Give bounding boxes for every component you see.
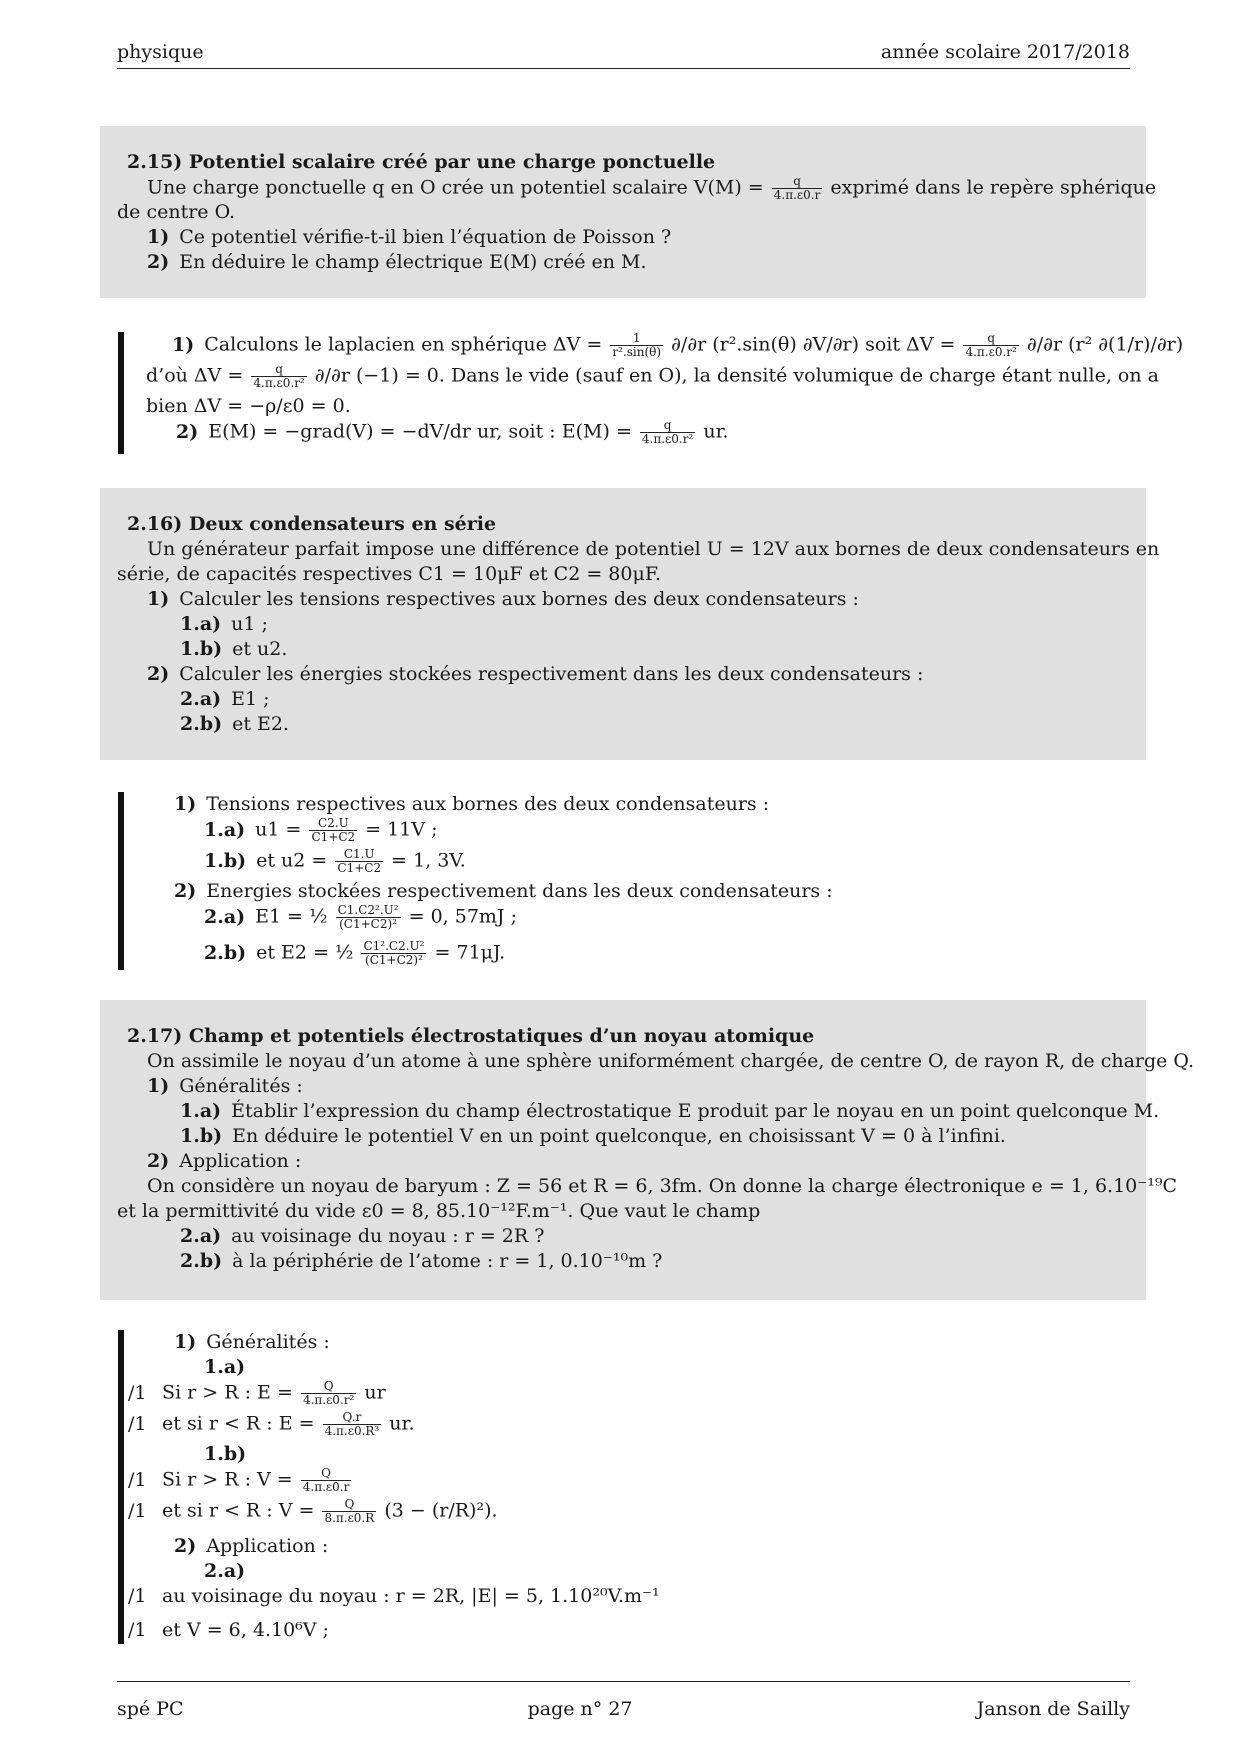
score-mark: /1: [128, 1619, 147, 1641]
question-text: On considère un noyau de baryum : Z = 56 et R = 6, 3fm. On donne la charge électronique e = 1, 6.10⁻¹⁹C: [147, 1175, 1178, 1197]
answer-line: /1 et si r < R : V = $\frac{Q}{8.\pi.\varepsilon 0.R}$ (3 − (r/R)²).: [128, 1497, 498, 1525]
fraction: $\frac{q}{\text{4.π.ε0.r²}}$: [641, 418, 694, 446]
fraction: $\frac{1}{\text{r².sin(θ)}}$: [612, 331, 662, 359]
fraction: $\frac{q}{\text{4.π.ε0.r²}}$: [253, 362, 305, 390]
question-item: 2) En déduire le champ électrique E(M) créé en M.: [147, 251, 647, 273]
question-title: 2.17) Champ et potentiels électrostatiques d’un noyau atomique: [127, 1025, 815, 1047]
question-2-16: [100, 488, 1160, 760]
question-subitem: 1.a) u1 ;: [180, 613, 268, 635]
answer-line: 1.b): [204, 1443, 247, 1465]
answer-line: /1 Si r > R : V = $\frac{Q}{4.\pi.\varepsilon 0.r}$: [128, 1466, 350, 1494]
question-intro-cont: de centre O.: [117, 201, 236, 223]
answer-line: d’où ΔV = $\frac{q}{\text{4.π.ε0.r²}}$ ∂/∂r (−1) = 0. Dans le vide (sauf en O), la densité volumique de charge étant nulle, on a: [146, 362, 1159, 390]
header-year: année scolaire 2017/2018: [880, 41, 1130, 63]
page-header: [117, 40, 1130, 69]
answer-line: 2.a) E1 = ½ $\frac{\text{C1.C2².U²}}{\text{(C1+C2)²}}$ = 0, 57mJ ;: [204, 903, 517, 931]
answer-2-17: [118, 1330, 1128, 1644]
answer-line: 1.b) et u2 = $\frac{C1.U}{C1+C2}$ = 1, 3V.: [204, 847, 466, 875]
question-subitem: 2.b) et E2.: [180, 713, 290, 735]
answer-line: 2) E(M) = −grad(V) = −dV/dr ur, soit : E(M) = $\frac{q}{\text{4.π.ε0.r²}}$ ur.: [176, 418, 729, 446]
question-title: 2.16) Deux condensateurs en série: [127, 513, 497, 535]
footer-class: spé PC: [117, 1698, 184, 1720]
answer-line: 1) Tensions respectives aux bornes des deux condensateurs :: [174, 793, 770, 815]
header-subject: physique: [117, 41, 204, 63]
answer-2-16: [118, 792, 1128, 970]
fraction: $\frac{q}{4.\pi.\varepsilon 0.r}$: [773, 174, 821, 202]
fraction: $\frac{q}{\text{4.π.ε0.r²}}$: [965, 331, 1017, 359]
answer-line: bien ΔV = −ρ/ε0 = 0.: [146, 395, 351, 417]
question-title: 2.15) Potentiel scalaire créé par une charge ponctuelle: [127, 151, 716, 173]
fraction: $\frac{Q.r}{\text{4.π.ε0.R³}}$: [324, 1410, 380, 1438]
question-subitem: 2.b) à la périphérie de l’atome : r = 1, 0.10⁻¹⁰m ?: [180, 1250, 663, 1272]
score-mark: /1: [128, 1468, 147, 1491]
answer-line: /1 au voisinage du noyau : r = 2R, |E| = 5, 1.10²⁰V.m⁻¹: [128, 1585, 660, 1607]
answer-line: 1.a): [204, 1356, 246, 1378]
answer-line: 2.b) et E2 = ½ $\frac{\text{C1².C2.U²}}{\text{(C1+C2)²}}$ = 71μJ.: [204, 939, 506, 967]
answer-line: 2) Energies stockées respectivement dans les deux condensateurs :: [174, 880, 833, 902]
page-footer: [117, 1681, 1130, 1722]
score-mark: /1: [128, 1381, 147, 1404]
answer-line: 1) Calculons le laplacien en sphérique ΔV = $\frac{1}{\text{r².sin(θ)}}$ ∂/∂r (r².sin(θ) ∂V/∂r) soit ΔV = $\frac{q}{\text{4.π.ε0.r²}}$ ∂/∂r (r² ∂(1/r)/∂r): [172, 331, 1184, 359]
question-intro: On assimile le noyau d’un atome à une sphère uniformément chargée, de centre O, de rayon R, de charge Q.: [147, 1050, 1195, 1072]
answer-line: /1 et V = 6, 4.10⁶V ;: [128, 1619, 329, 1641]
answer-line: /1 Si r > R : E = $\frac{Q}{\text{4.π.ε0.r²}}$ ur: [128, 1379, 386, 1407]
question-intro: Un générateur parfait impose une différence de potentiel U = 12V aux bornes de deux condensateurs en: [147, 538, 1160, 560]
question-2-17: [100, 1000, 1195, 1300]
question-item: 1) Généralités :: [147, 1075, 303, 1097]
fraction: $\frac{C1.U}{C1+C2}$: [337, 847, 382, 875]
question-subitem: 1.b) En déduire le potentiel V en un point quelconque, en choisissant V = 0 à l’infini.: [180, 1125, 1006, 1147]
question-text: et la permittivité du vide ε0 = 8, 85.10⁻¹²F.m⁻¹. Que vaut le champ: [117, 1200, 761, 1222]
answer-line: 1.a) u1 = $\frac{C2.U}{C1+C2}$ = 11V ;: [204, 816, 438, 844]
question-item: 2) Application :: [147, 1150, 302, 1172]
question-item: 2) Calculer les énergies stockées respectivement dans les deux condensateurs :: [147, 663, 924, 685]
fraction: $\frac{Q}{\text{4.π.ε0.r²}}$: [302, 1379, 355, 1407]
fraction: $\frac{Q}{8.\pi.\varepsilon 0.R}$: [324, 1497, 375, 1525]
score-mark: /1: [128, 1585, 147, 1607]
footer-school: Janson de Sailly: [976, 1698, 1130, 1720]
question-subitem: 2.a) E1 ;: [180, 688, 270, 710]
question-intro: Une charge ponctuelle q en O crée un potentiel scalaire V(M) = $\frac{q}{4.\pi.\varepsilon 0.r}$ exprimé dans le repère sphérique: [147, 174, 1157, 202]
fraction: $\frac{\text{C1².C2.U²}}{\text{(C1+C2)²}}$: [363, 939, 425, 967]
answer-line: 2.a): [204, 1560, 246, 1582]
answer-line: 1) Généralités :: [174, 1331, 330, 1353]
answer-2-15: [118, 331, 1184, 454]
fraction: $\frac{C2.U}{C1+C2}$: [311, 816, 356, 844]
score-mark: /1: [128, 1499, 147, 1522]
question-intro-cont: série, de capacités respectives C1 = 10μF et C2 = 80μF.: [117, 563, 662, 585]
question-subitem: 1.b) et u2.: [180, 638, 288, 660]
question-item: 1) Calculer les tensions respectives aux bornes des deux condensateurs :: [147, 588, 859, 610]
question-subitem: 2.a) au voisinage du noyau : r = 2R ?: [180, 1225, 545, 1247]
question-2-15: [100, 126, 1157, 298]
fraction: $\frac{Q}{4.\pi.\varepsilon 0.r}$: [302, 1466, 350, 1494]
score-mark: /1: [128, 1412, 147, 1435]
answer-line: /1 et si r < R : E = $\frac{Q.r}{\text{4.π.ε0.R³}}$ ur.: [128, 1410, 415, 1438]
fraction: $\frac{\text{C1.C2².U²}}{\text{(C1+C2)²}}$: [337, 903, 399, 931]
answer-line: 2) Application :: [174, 1535, 329, 1557]
question-item: 1) Ce potentiel vérifie-t-il bien l’équation de Poisson ?: [147, 226, 672, 248]
question-subitem: 1.a) Établir l’expression du champ électrostatique E produit par le noyau en un point quelconque M.: [180, 1100, 1160, 1122]
footer-page-number: page n° 27: [527, 1698, 633, 1720]
